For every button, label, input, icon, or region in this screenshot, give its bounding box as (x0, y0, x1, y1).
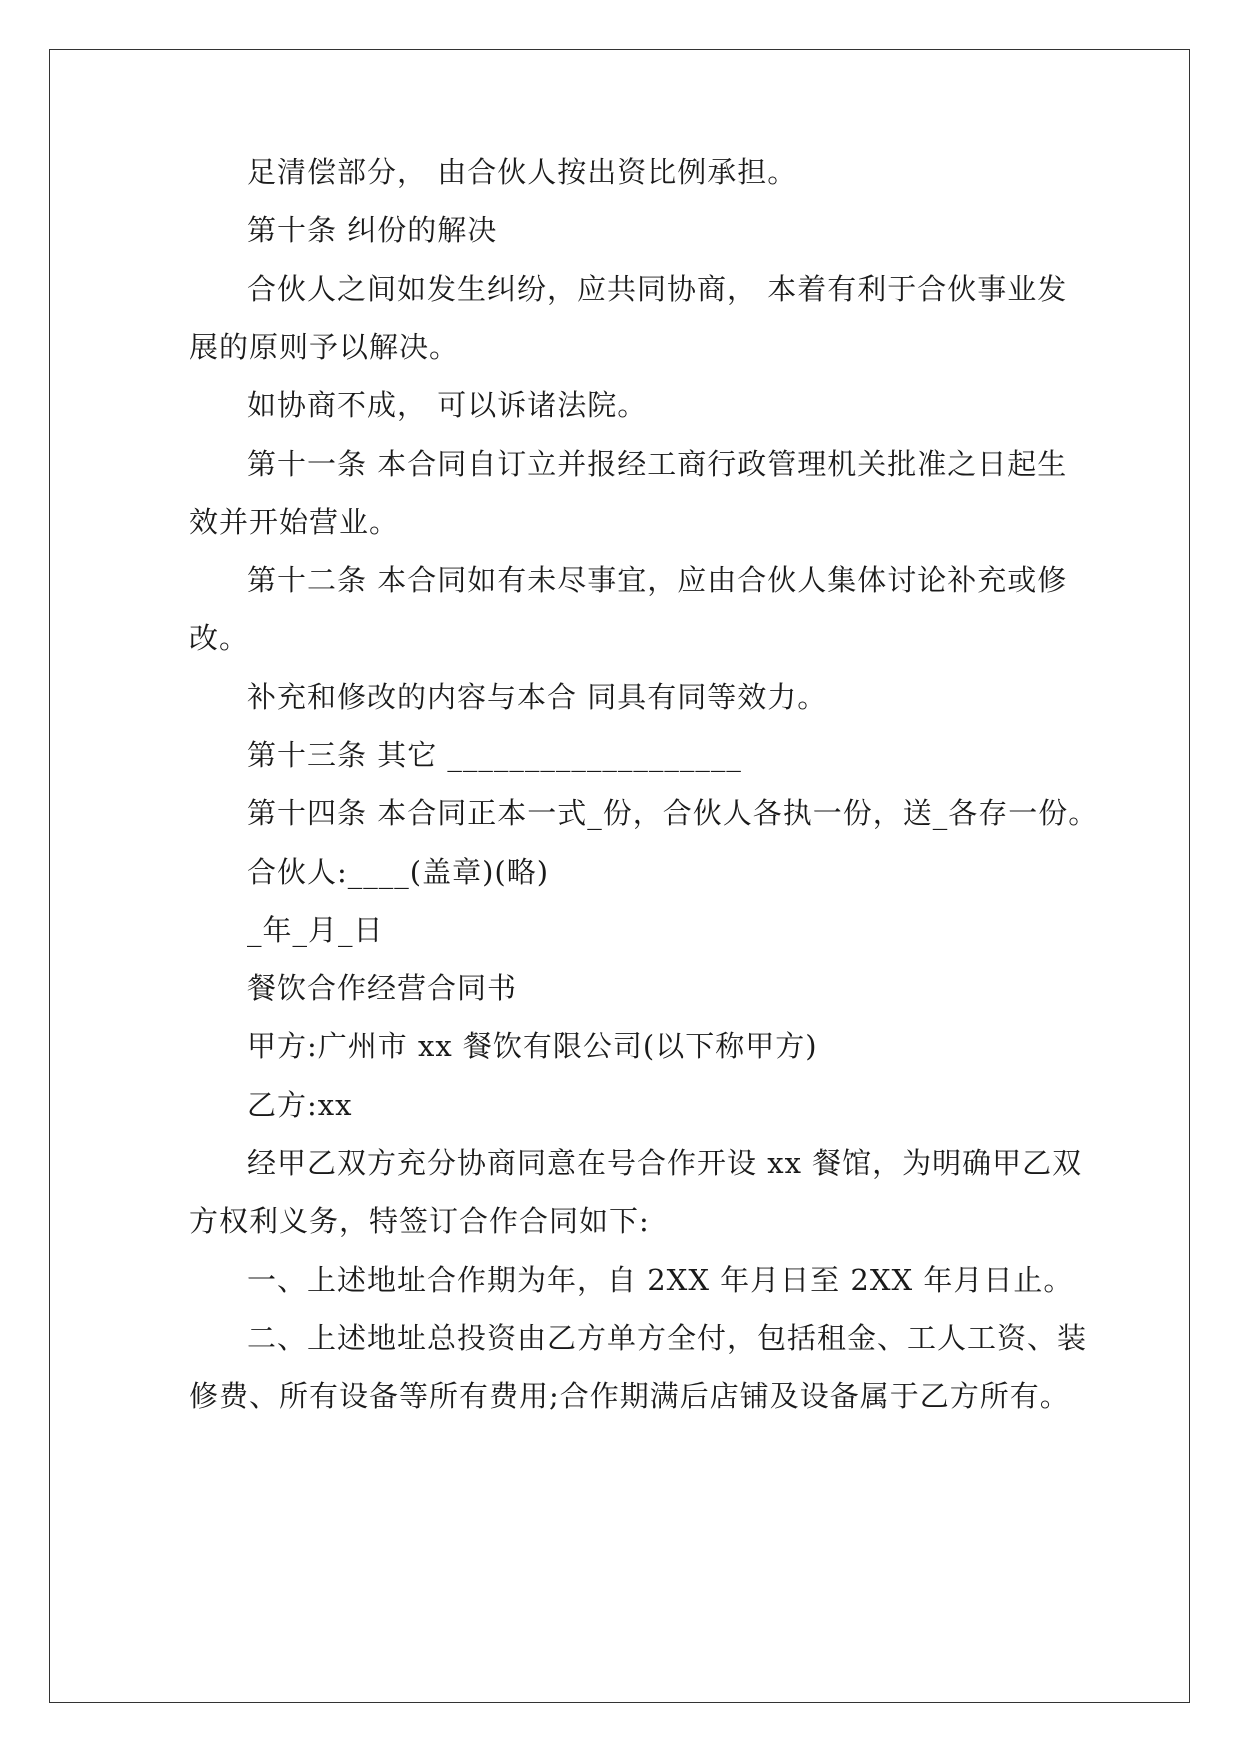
paragraph-line: 第十三条 其它 ___________________ (247, 738, 742, 772)
paragraph-line: 第十四条 本合同正本一式_份，合伙人各执一份，送_各存一份。 (247, 796, 1099, 830)
paragraph-line: 一、上述地址合作期为年，自 2XX 年月日至 2XX 年月日止。 (247, 1263, 1074, 1297)
paragraph-line: 第十一条 本合同自订立并报经工商行政管理机关批准之日起生 (247, 447, 1068, 481)
paragraph-line: 修费、所有设备等所有费用;合作期满后店铺及设备属于乙方所有。 (189, 1379, 1070, 1413)
paragraph-line: 效并开始营业。 (189, 505, 400, 539)
section-heading: 第十条 纠份的解决 (247, 213, 498, 247)
paragraph-line: 足清偿部分， 由合伙人按出资比例承担。 (247, 155, 798, 189)
paragraph-line: 补充和修改的内容与本合 同具有同等效力。 (247, 680, 828, 714)
paragraph-line: 经甲乙双方充分协商同意在号合作开设 xx 餐馆，为明确甲乙双 (247, 1146, 1083, 1180)
paragraph-line: 方权利义务，特签订合作合同如下: (189, 1204, 650, 1238)
paragraph-line: 展的原则予以解决。 (189, 330, 460, 364)
party-a-line: 甲方:广州市 xx 餐饮有限公司(以下称甲方) (247, 1029, 818, 1063)
party-b-line: 乙方:xx (247, 1088, 353, 1122)
paragraph-line: 第十二条 本合同如有未尽事宜，应由合伙人集体讨论补充或修 (247, 563, 1068, 597)
document-title: 餐饮合作经营合同书 (247, 971, 518, 1005)
paragraph-line: 改。 (189, 621, 250, 655)
signature-line: 合伙人:____(盖章)(略) (247, 855, 550, 889)
date-line: _年_月_日 (247, 913, 384, 947)
paragraph-line: 合伙人之间如发生纠纷，应共同协商， 本着有利于合伙事业发 (247, 272, 1068, 306)
paragraph-line: 如协商不成， 可以诉诸法院。 (247, 388, 648, 422)
paragraph-line: 二、上述地址总投资由乙方单方全付，包括租金、工人工资、装 (247, 1321, 1088, 1355)
